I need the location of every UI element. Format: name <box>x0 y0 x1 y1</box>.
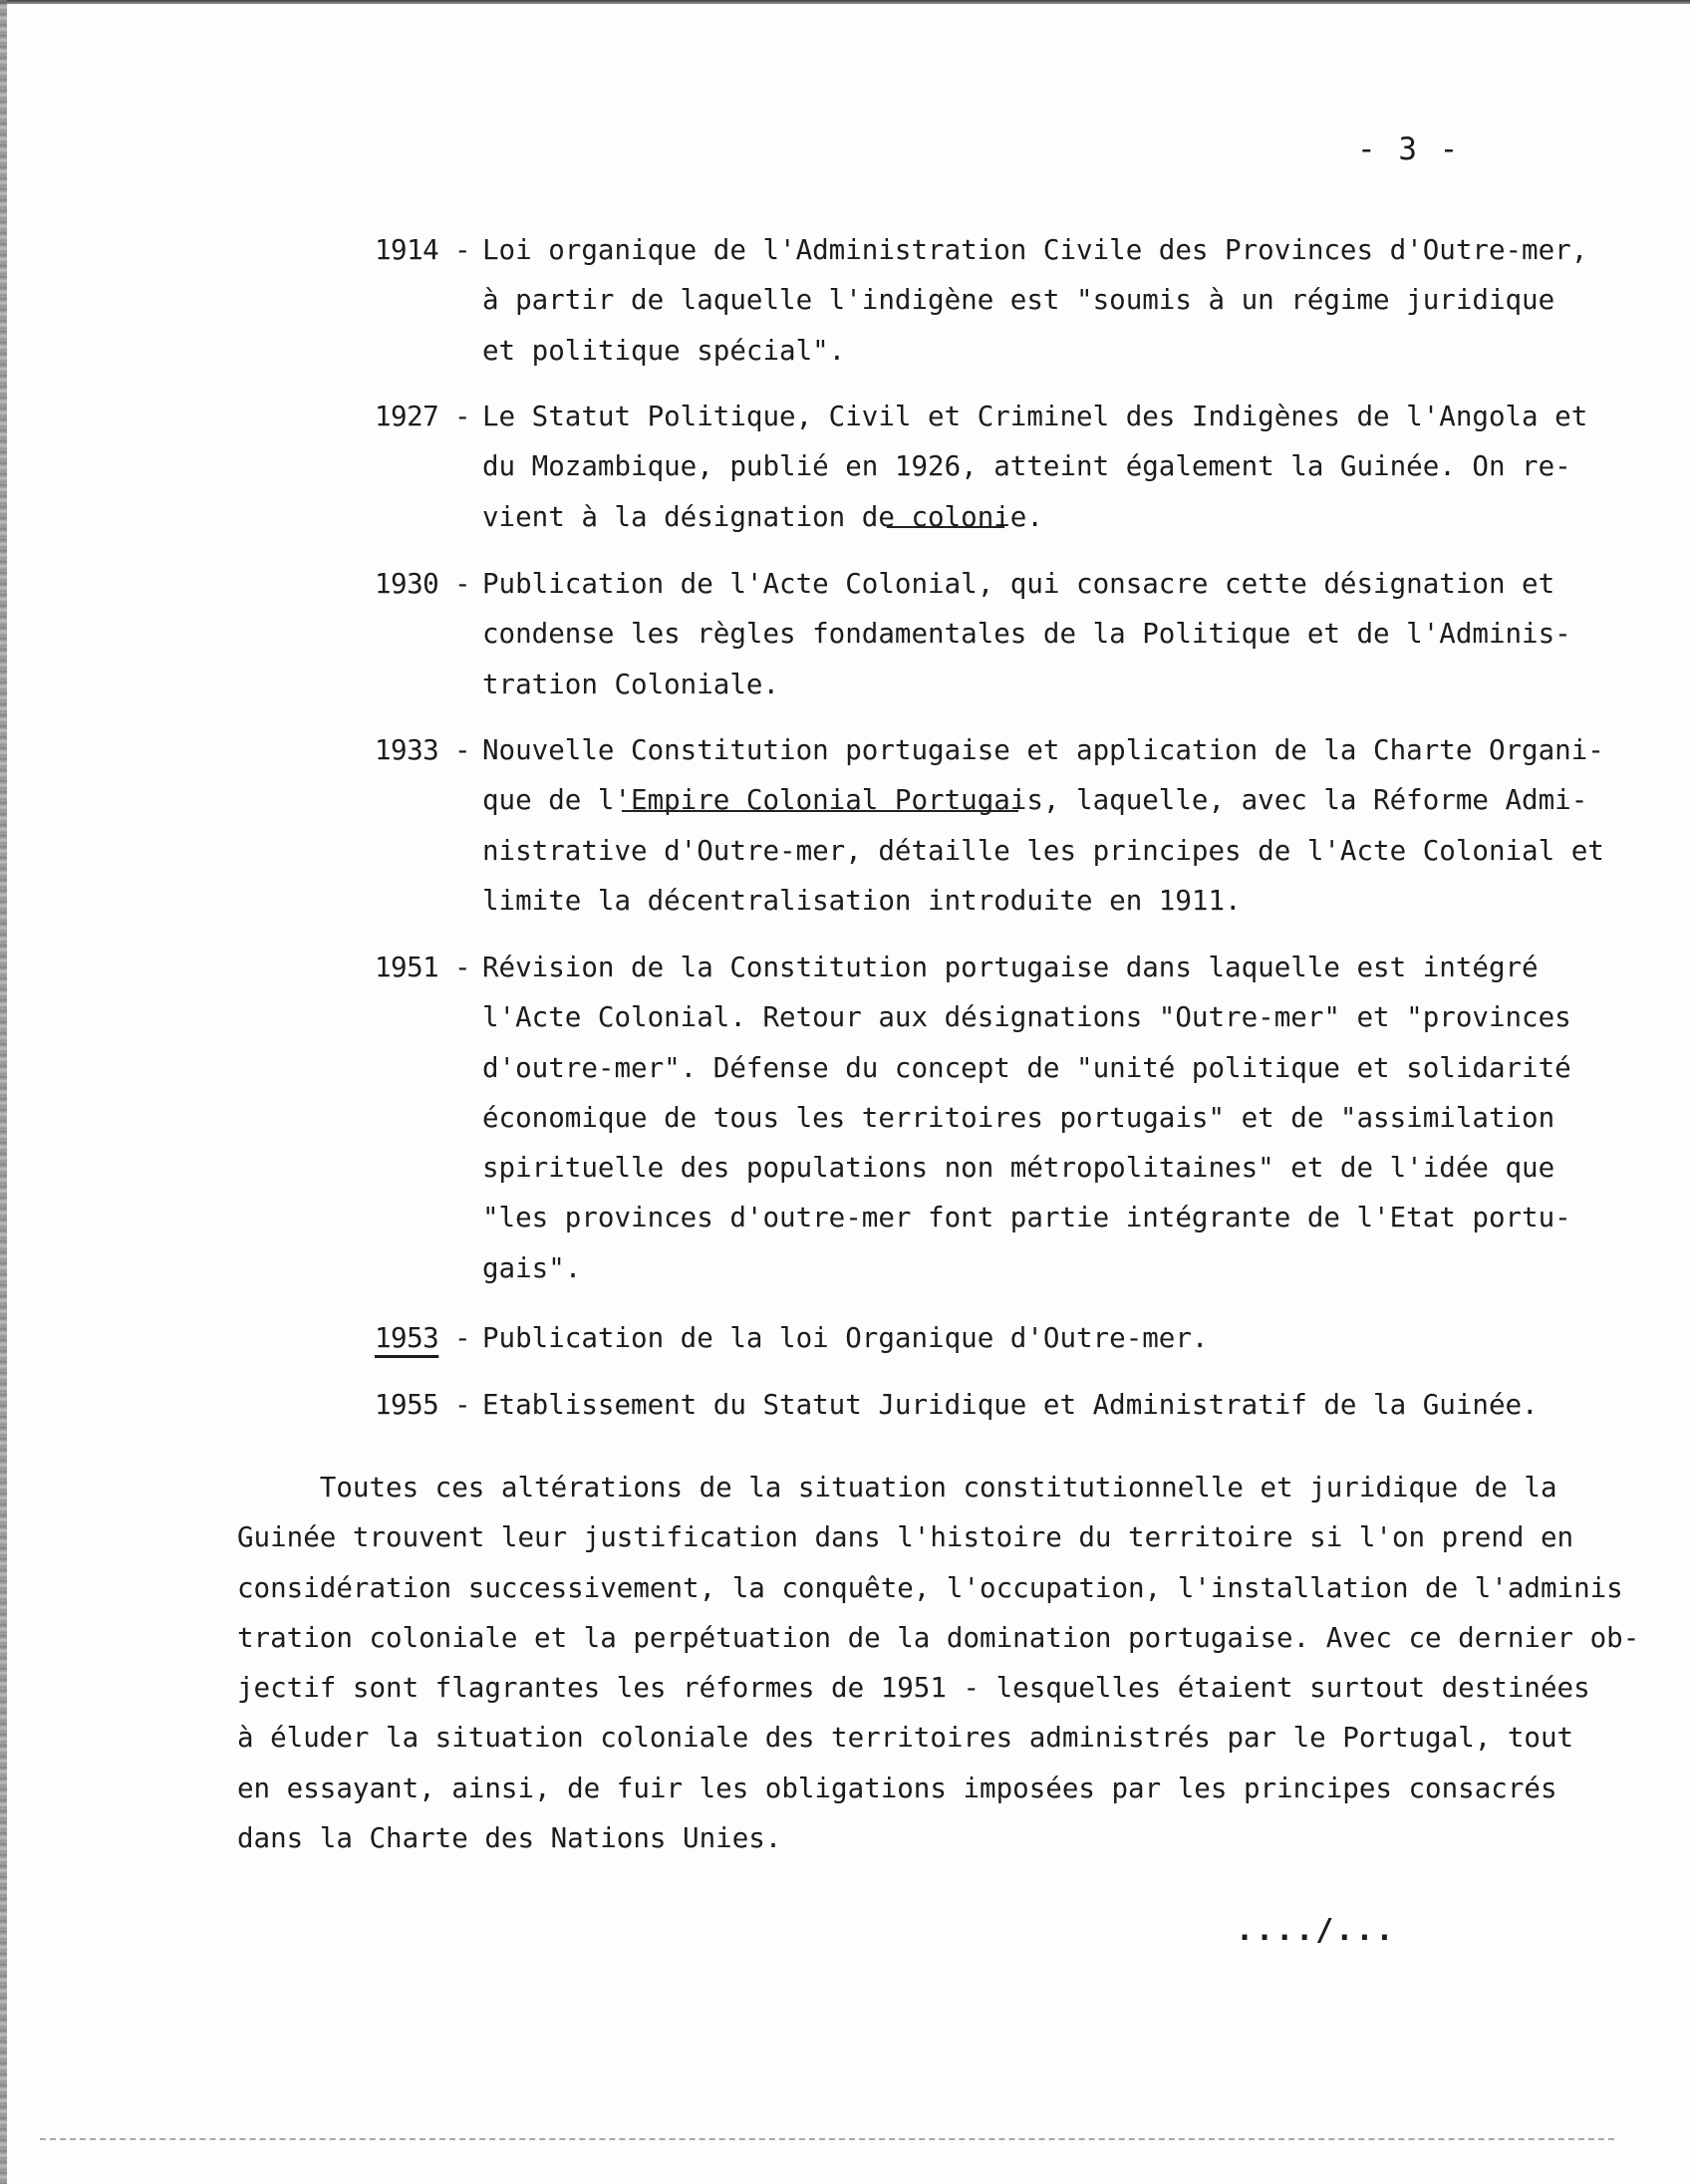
entry-line: limite la décentralisation introduite en 1911. <box>482 884 1242 917</box>
entry-year: 1933 <box>375 734 439 766</box>
entry-text <box>482 725 1604 926</box>
entry-year: 1930 <box>375 568 439 600</box>
entry-line: économique de tous les territoires portugais" et de "assimilation <box>482 1101 1555 1134</box>
paragraph-line: dans la Charte des Nations Unies. <box>237 1822 782 1855</box>
paragraph-line: en essayant, ainsi, de fuir les obligations imposées par les principes consacrés <box>237 1772 1557 1804</box>
entry-line: d'outre-mer". Défense du concept de "unité politique et solidarité <box>482 1051 1571 1084</box>
entry-text <box>482 392 1588 542</box>
page-top-edge <box>0 0 1690 4</box>
entry-dash: - <box>454 1322 471 1354</box>
entry-line: condense les règles fondamentales de la Politique et de l'Adminis- <box>482 618 1571 651</box>
entry-year: 1953 <box>375 1322 439 1354</box>
entry-text <box>482 559 1571 709</box>
entry-line: Etablissement du Statut Juridique et Administratif de la Guinée. <box>482 1389 1539 1421</box>
entry-line: Publication de l'Acte Colonial, qui consacre cette désignation et <box>482 568 1555 600</box>
entry-year: 1955 <box>375 1389 439 1421</box>
entry-line: tration Coloniale. <box>482 668 780 700</box>
continuation-marker: ..../... <box>1236 1913 1396 1948</box>
entry-dash: - <box>454 1389 471 1421</box>
entry-line: nistrative d'Outre-mer, détaille les principes de l'Acte Colonial et <box>482 834 1604 867</box>
entry-line: Le Statut Politique, Civil et Criminel des Indigènes de l'Angola et <box>482 401 1588 432</box>
entry-line: Révision de la Constitution portugaise dans laquelle est intégré <box>482 952 1539 983</box>
entry-year: 1914 <box>375 234 439 266</box>
paragraph-line: considération successivement, la conquête, l'occupation, l'installation de l'adminis <box>237 1571 1623 1604</box>
entry-dash: - <box>454 234 471 266</box>
underline-empire-colonial <box>622 810 1018 812</box>
entry-line: vient à la désignation de colonie. <box>482 500 1043 533</box>
entry-line: spirituelle des populations non métropolitaines" et de l'idée que <box>482 1152 1555 1185</box>
entry-dash: - <box>454 568 471 600</box>
entry-text <box>482 225 1588 376</box>
entry-dash: - <box>454 734 471 766</box>
paragraph-line: à éluder la situation coloniale des territoires administrés par le Portugal, tout <box>237 1722 1574 1755</box>
entry-year: 1951 <box>375 952 439 983</box>
entry-year: 1927 <box>375 401 439 432</box>
entry-line: gais". <box>482 1251 582 1284</box>
entry-dash: - <box>454 401 471 432</box>
paragraph-line: Guinée trouvent leur justification dans l'histoire du territoire si l'on prend en <box>237 1521 1574 1554</box>
entry-line: et politique spécial". <box>482 334 846 367</box>
page-bottom-edge <box>40 2138 1614 2140</box>
entry-text <box>482 1380 1549 1430</box>
entry-line: à partir de laquelle l'indigène est "soumis à un régime juridique <box>482 284 1555 317</box>
body-paragraph <box>237 1463 1639 1863</box>
entry-line: Publication de la loi Organique d'Outre-mer. <box>482 1322 1209 1354</box>
entry-line: Nouvelle Constitution portugaise et application de la Charte Organi- <box>482 734 1604 766</box>
underline-colonie <box>887 526 1004 528</box>
entry-line: du Mozambique, publié en 1926, atteint également la Guinée. On re- <box>482 450 1571 483</box>
paragraph-line: tration coloniale et la perpétuation de la domination portugaise. Avec ce dernier ob- <box>237 1621 1640 1654</box>
entry-text <box>482 1313 1549 1363</box>
entry-line: que de l'Empire Colonial Portugais, laquelle, avec la Réforme Admi- <box>482 784 1588 817</box>
entry-line: "les provinces d'outre-mer font partie intégrante de l'Etat portu- <box>482 1202 1571 1234</box>
paragraph-line: Toutes ces altérations de la situation constitutionnelle et juridique de la <box>237 1472 1557 1503</box>
page-number: - 3 - <box>1357 132 1461 167</box>
entry-line: l'Acte Colonial. Retour aux désignations "Outre-mer" et "provinces <box>482 1001 1571 1034</box>
entry-text <box>482 943 1571 1293</box>
paragraph-line: jectif sont flagrantes les réformes de 1951 - lesquelles étaient surtout destinées <box>237 1672 1590 1705</box>
entry-line: Loi organique de l'Administration Civile des Provinces d'Outre-mer, <box>482 234 1588 266</box>
page-left-edge <box>0 0 7 2184</box>
entry-dash: - <box>454 952 471 983</box>
